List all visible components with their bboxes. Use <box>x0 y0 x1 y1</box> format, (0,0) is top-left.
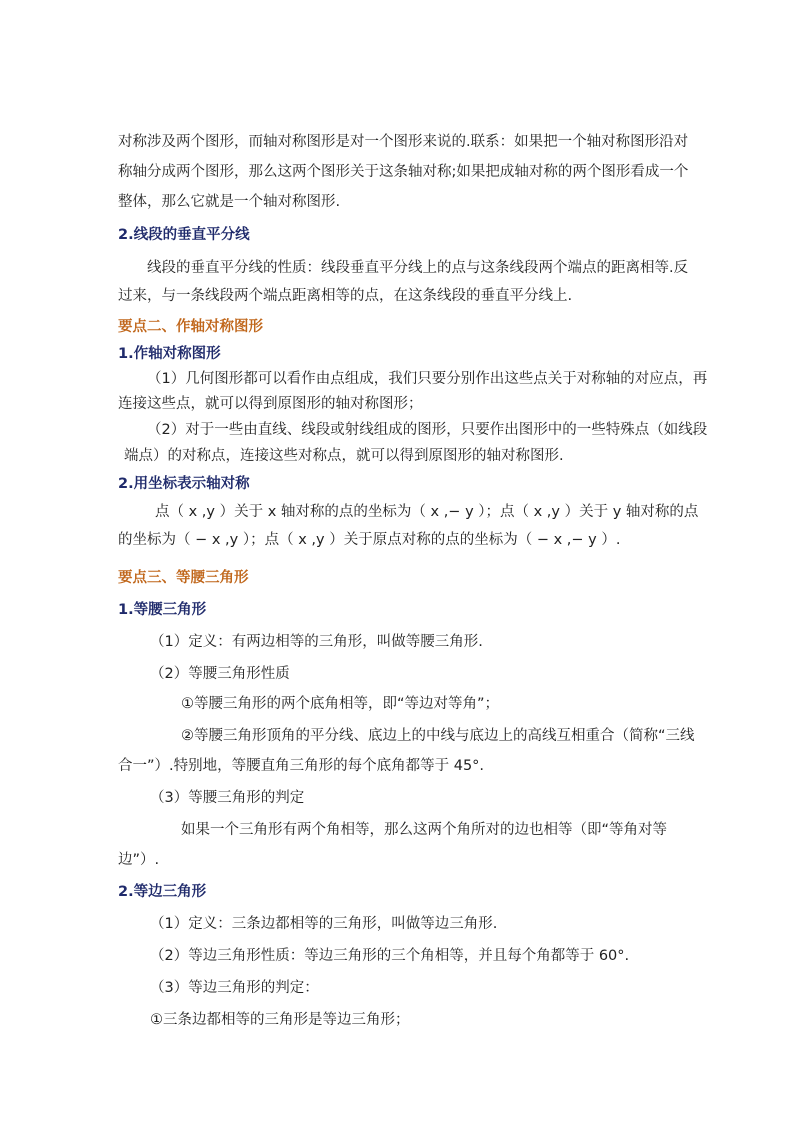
heading-key-point-3: 要点三、等腰三角形 <box>118 570 249 586</box>
body-line: 合一”）.特别地，等腰直角三角形的每个底角都等于 45°. <box>118 758 485 774</box>
body-line: （1）几何图形都可以看作由点组成，我们只要分别作出这些点关于对称轴的对应点，再 <box>147 371 708 387</box>
heading-equilateral: 2.等边三角形 <box>118 884 207 900</box>
heading-coordinates: 2.用坐标表示轴对称 <box>118 476 250 492</box>
body-line: 如果一个三角形有两个角相等，那么这两个角所对的边也相等（即“等角对等 <box>181 822 668 838</box>
body-line: 整体，那么它就是一个轴对称图形. <box>118 194 341 210</box>
body-line: （3）等腰三角形的判定 <box>150 790 305 806</box>
heading-key-point-2: 要点二、作轴对称图形 <box>118 319 263 335</box>
body-line: ①等腰三角形的两个底角相等，即“等边对等角”； <box>181 696 500 712</box>
body-line: 边”）. <box>118 852 160 868</box>
body-line: 的坐标为（ − x ,y ）；点（ x ,y ）关于原点对称的点的坐标为（ − x ,− y ）. <box>118 532 621 548</box>
heading-make-symmetric: 1.作轴对称图形 <box>118 346 221 362</box>
body-line: 点（ x ,y ）关于 x 轴对称的点的坐标为（ x ,− y ）；点（ x ,y ）关于 y 轴对称的点 <box>155 504 699 520</box>
body-line: ②等腰三角形顶角的平分线、底边上的中线与底边上的高线互相重合（简称“三线 <box>181 728 695 744</box>
body-line: 过来，与一条线段两个端点距离相等的点，在这条线段的垂直平分线上. <box>118 288 573 304</box>
body-line: （3）等边三角形的判定： <box>150 980 319 996</box>
body-line: （1）定义：有两边相等的三角形，叫做等腰三角形. <box>150 634 483 650</box>
body-line: 端点）的对称点，连接这些对称点，就可以得到原图形的轴对称图形. <box>124 448 564 464</box>
body-line: ①三条边都相等的三角形是等边三角形； <box>150 1012 410 1028</box>
body-line: （2）等腰三角形性质 <box>150 666 290 682</box>
body-line: 对称涉及两个图形，而轴对称图形是对一个图形来说的.联系：如果把一个轴对称图形沿对 <box>118 134 689 150</box>
heading-isosceles: 1.等腰三角形 <box>118 602 207 618</box>
heading-perpendicular-bisector: 2.线段的垂直平分线 <box>118 227 250 243</box>
body-line: （2）等边三角形性质：等边三角形的三个角相等，并且每个角都等于 60°. <box>150 948 630 964</box>
body-line: 称轴分成两个图形，那么这两个图形关于这条轴对称;如果把成轴对称的两个图形看成一个 <box>118 164 689 180</box>
body-line: （1）定义：三条边都相等的三角形，叫做等边三角形. <box>150 916 498 932</box>
body-line: （2）对于一些由直线、线段或射线组成的图形，只要作出图形中的一些特殊点（如线段 <box>147 422 708 438</box>
body-line: 连接这些点，就可以得到原图形的轴对称图形； <box>118 396 423 412</box>
body-line: 线段的垂直平分线的性质：线段垂直平分线上的点与这条线段两个端点的距离相等.反 <box>147 260 689 276</box>
